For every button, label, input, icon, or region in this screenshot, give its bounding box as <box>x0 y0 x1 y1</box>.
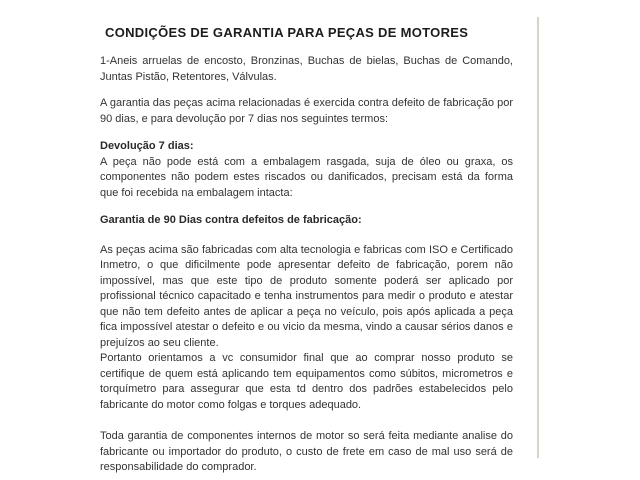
devolucao-heading: Devolução 7 dias: <box>100 140 194 152</box>
warranty-summary-paragraph: A garantia das peças acima relacionadas é exercida contra defeito de fabricação por 90 dias, e para devolução por 7 dias nos seguintes termos: <box>100 97 513 125</box>
garantia-90-dias-heading: Garantia de 90 Dias contra defeitos de fabricação: <box>100 214 362 226</box>
final-note-paragraph: Toda garantia de componentes internos de motor so será feita mediante analise do fabricante ou importador do produto, o custo de frete em caso de mal uso será de responsabilidade do comprador. <box>100 430 513 473</box>
garantia-body-paragraph-2: Portanto orientamos a vc consumidor final que ao comprar nosso produto se certifique de quem está aplicando tem equipamentos como súbitos, micrometros e torquímetro para assegurar que esta td dentro dos padrões estabelecidos pelo fabricante do motor como folgas e torques adequado. <box>100 352 513 411</box>
vertical-divider-line <box>537 17 539 458</box>
garantia-body-paragraph-1: As peças acima são fabricadas com alta tecnologia e fabricas com ISO e Certificado Inmetro, o que dificilmente pode apresentar defeito de fabricação, porem não impossível, mas que este tipo de produto somente poderá ser aplicado por profissional técnico capacitado e tenha instrumentos para medir o produto e atestar que não tem defeito antes de aplicar a peça no veículo, pois após aplicada a peça fica impossível atestar o defeito e ou vicio da mesma, vindo a causar sérios danos e prejuízos ao seu cliente. <box>100 243 513 349</box>
parts-list-paragraph: 1-Aneis arruelas de encosto, Bronzinas, Buchas de bielas, Buchas de Comando, Juntas Pistão, Retentores, Válvulas. <box>100 55 513 83</box>
document-body <box>100 17 513 476</box>
document-title: CONDIÇÕES DE GARANTIA PARA PEÇAS DE MOTORES <box>105 25 469 40</box>
devolucao-body-paragraph: A peça não pode está com a embalagem rasgada, suja de óleo ou graxa, os componentes não podem estes riscados ou danificados, precisam está da forma que foi recebida na embalagem intacta: <box>100 155 513 199</box>
